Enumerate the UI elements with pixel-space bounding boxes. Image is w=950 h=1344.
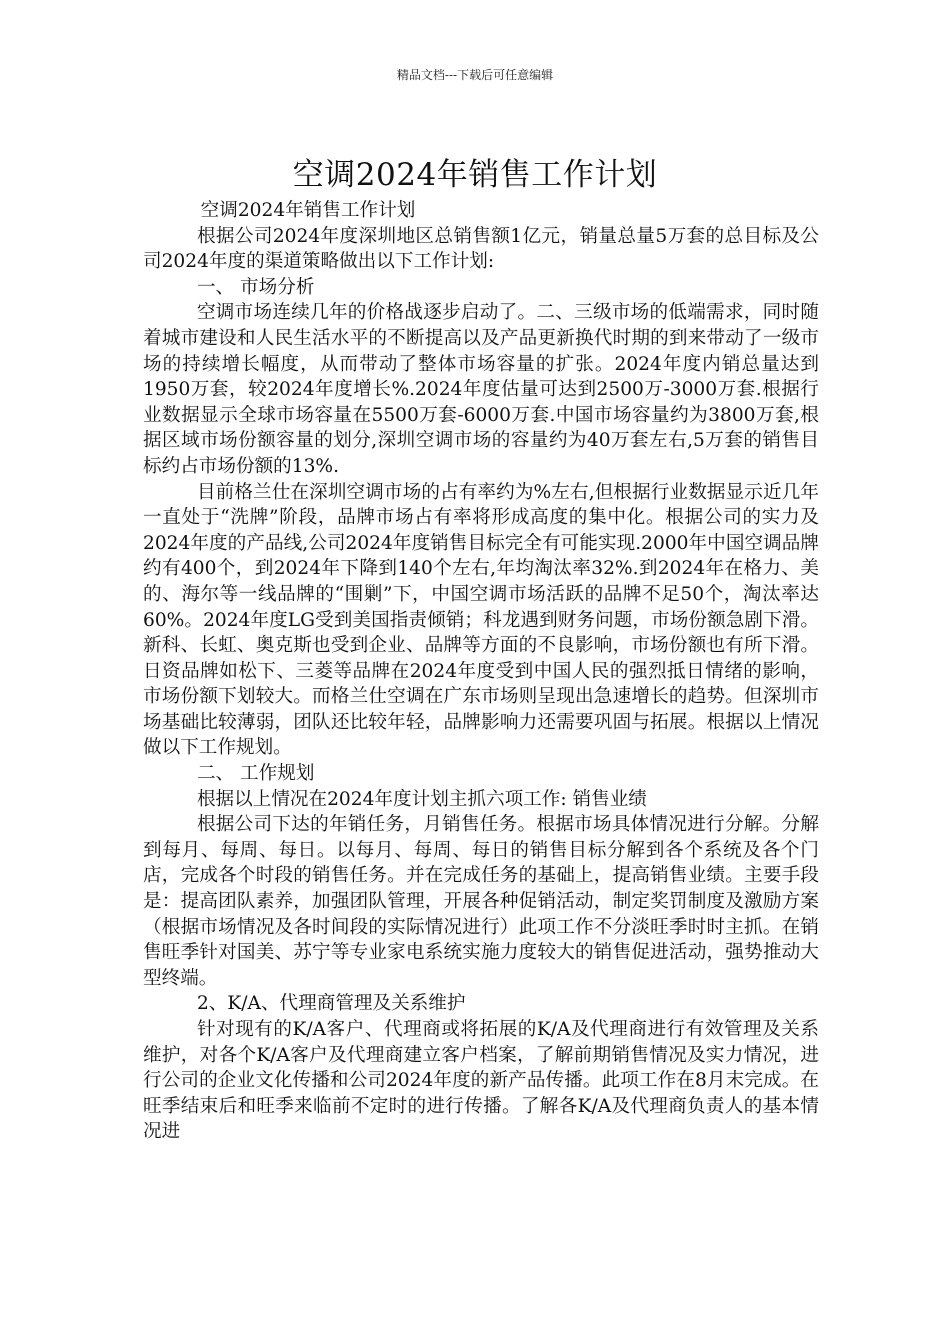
paragraph-market-1: 空调市场连续几年的价格战逐步启动了。二、三级市场的低端需求，同时随着城市建设和人民生活水平的不断提高以及产品更新换代时期的到来带动了一级市场的持续增长幅度，从而带动了整体市场容量的扩张。2024年度内销总量达到1950万套，较2024年度增长%.2024年度估量可达到2500万-3000万套.根据行业数据显示全球市场容量在5500万套-6000万套.中国市场容量约为3800万套,根据区域市场份额容量的划分,深圳空调市场的容量约为40万套左右,5万套的销售目标约占市场份额的13%.	[143, 302, 819, 477]
subheading-ka-agent: 2、K/A、代理商管理及关系维护	[196, 993, 466, 1015]
paragraph-market-2: 目前格兰仕在深圳空调市场的占有率约为%左右,但根据行业数据显示近几年一直处于“洗牌”阶段，品牌市场占有率将形成高度的集中化。根据公司的实力及2024年度的产品线,公司2024年度销售目标完全有可能实现.2000年中国空调品牌约有400个，到2024年下降到140个左右,年均淘汰率32%.到2024年在格力、美的、海尔等一线品牌的“围剿”下，中国空调市场活跃的品牌不足50个，淘汰率达60%。2024年度LG受到美国指责倾销；科龙遇到财务问题，市场份额急剧下滑。新科、长虹、奥克斯也受到企业、品牌等方面的不良影响，市场份额也有所下滑。日资品牌如松下、三菱等品牌在2024年度受到中国人民的强烈抵日情绪的影响，市场份额下划较大。而格兰仕空调在广东市场则呈现出急速增长的趋势。但深圳市场基础比较薄弱，团队还比较年轻，品牌影响力还需要巩固与拓展。根据以上情况做以下工作规划。	[143, 481, 819, 759]
paragraph-ka-agent: 针对现有的K/A客户、代理商或将拓展的K/A及代理商进行有效管理及关系维护，对各个K/A客户及代理商建立客户档案，了解前期销售情况及实力情况，进行公司的企业文化传播和公司2024年度的新产品传播。此项工作在8月末完成。在旺季结束后和旺季来临前不定时的进行传播。了解各K/A及代理商负责人的基本情况进	[143, 1019, 819, 1143]
paragraph-subtitle: 空调2024年销售工作计划	[200, 200, 416, 221]
page-header: 精品文档---下载后可任意编辑	[396, 68, 554, 82]
section-heading-market-analysis: 一、 市场分析	[196, 276, 315, 298]
paragraph-work-plan-intro: 根据以上情况在2024年度计划主抓六项工作: 销售业绩	[196, 788, 647, 810]
paragraph-sales-performance: 根据公司下达的年销任务，月销售任务。根据市场具体情况进行分解。分解到每月、每周、每日。以每月、每周、每日的销售目标分解到各个系统及各个门店，完成各个时段的销售任务。并在完成任务的基础上，提高销售业绩。主要手段是：提高团队素养，加强团队管理，开展各种促销活动，制定奖罚制度及激励方案（根据市场情况及各时间段的实际情况进行）此项工作不分淡旺季时时主抓。在销售旺季针对国美、苏宁等专业家电系统实施力度较大的销售促进活动，强势推动大型终端。	[143, 814, 819, 989]
document-title: 空调2024年销售工作计划	[292, 156, 658, 193]
section-heading-work-plan: 二、 工作规划	[196, 763, 315, 785]
document-body	[143, 198, 819, 1145]
paragraph-intro: 根据公司2024年度深圳地区总销售额1亿元，销量总量5万套的总目标及公司2024年度的渠道策略做出以下工作计划:	[143, 225, 819, 273]
